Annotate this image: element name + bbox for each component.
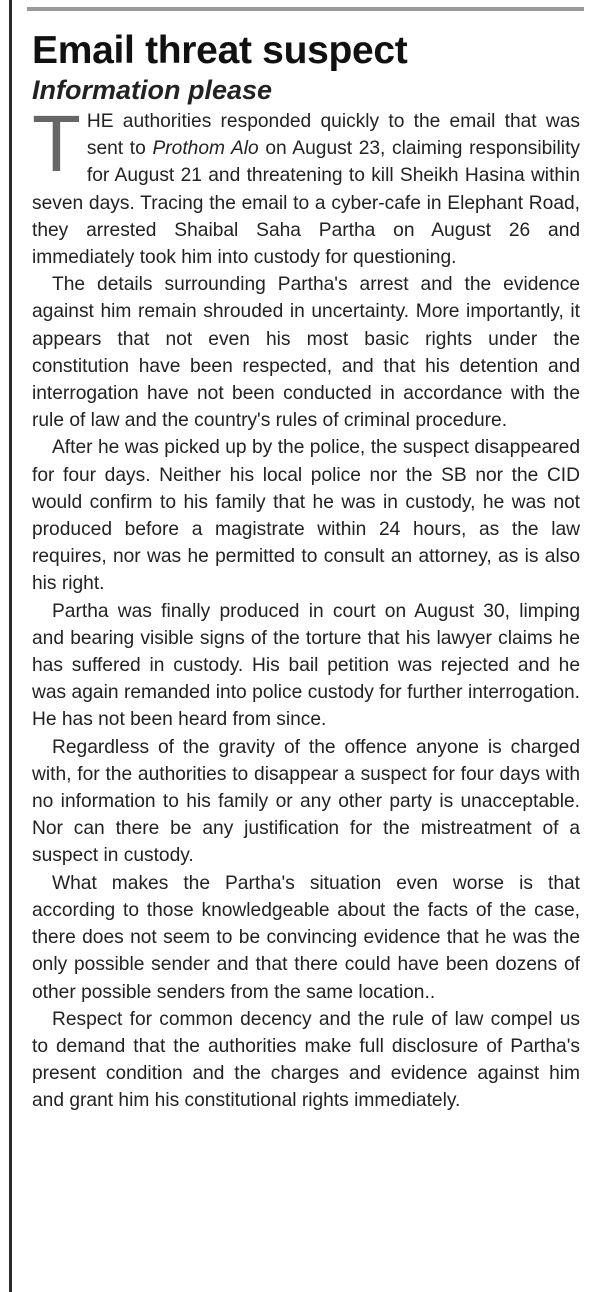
paragraph-6: What makes the Partha's situation even worse is that according to those knowledgeable about the facts of the case, there does not seem to be convincing evidence that he was the only possible sender and that there could have been dozens of other possible senders from the same location.. [32, 872, 580, 1003]
column-rule-top [27, 7, 584, 11]
drop-cap: T [32, 99, 81, 188]
paragraph-7: Respect for common decency and the rule of law compel us to demand that the authorities make full disclosure of Partha's present condition and the charges and evidence against him and grant him his constitutional rights immediately. [32, 1008, 580, 1112]
column-rule-left [9, 0, 12, 1292]
paragraph-1-text-a: HE authorities responded quickly to the email that was sent to [86, 111, 580, 160]
newspaper-name: Prothom Alo [152, 138, 259, 160]
paragraph-1-text-b: on August 23, claiming responsibility for August 21 and threatening to kill Sheikh Hasina within seven days. Tracing the email to a cyber-cafe in Elephant Road, they arrested Shaibal Saha Partha on August 26 and immediately took him into custody for questioning. [32, 138, 580, 269]
article-body [32, 99, 580, 1115]
paragraph-4: Partha was finally produced in court on August 30, limping and bearing visible signs of the torture that his lawyer claims he has suffered in custody. His bail petition was rejected and he was again remanded into police custody for further interrogation. He has not been heard from since. [32, 600, 580, 731]
editorial-article [32, 28, 580, 1115]
paragraph-5: Regardless of the gravity of the offence anyone is charged with, for the authorities to disappear a suspect for four days with no information to his family or any other party is unacceptable. Nor can there be any justification for the mistreatment of a suspect in custody. [32, 736, 580, 867]
headline: Email threat suspect [32, 29, 408, 72]
paragraph-1 [32, 99, 580, 271]
subheadline: Information please [32, 75, 273, 105]
paragraph-2: The details surrounding Partha's arrest and the evidence against him remain shrouded in uncertainty. More importantly, it appears that not even his most basic rights under the constitution have been respected, and that his detention and interrogation have not been conducted in accordance with the rule of law and the country's rules of criminal procedure. [32, 274, 580, 432]
paragraph-3: After he was picked up by the police, the suspect disappeared for four days. Neither his local police nor the SB nor the CID would confirm to his family that he was in custody, he was not produced before a magistrate within 24 hours, as the law requires, nor was he permitted to consult an attorney, as is also his right. [32, 437, 580, 595]
